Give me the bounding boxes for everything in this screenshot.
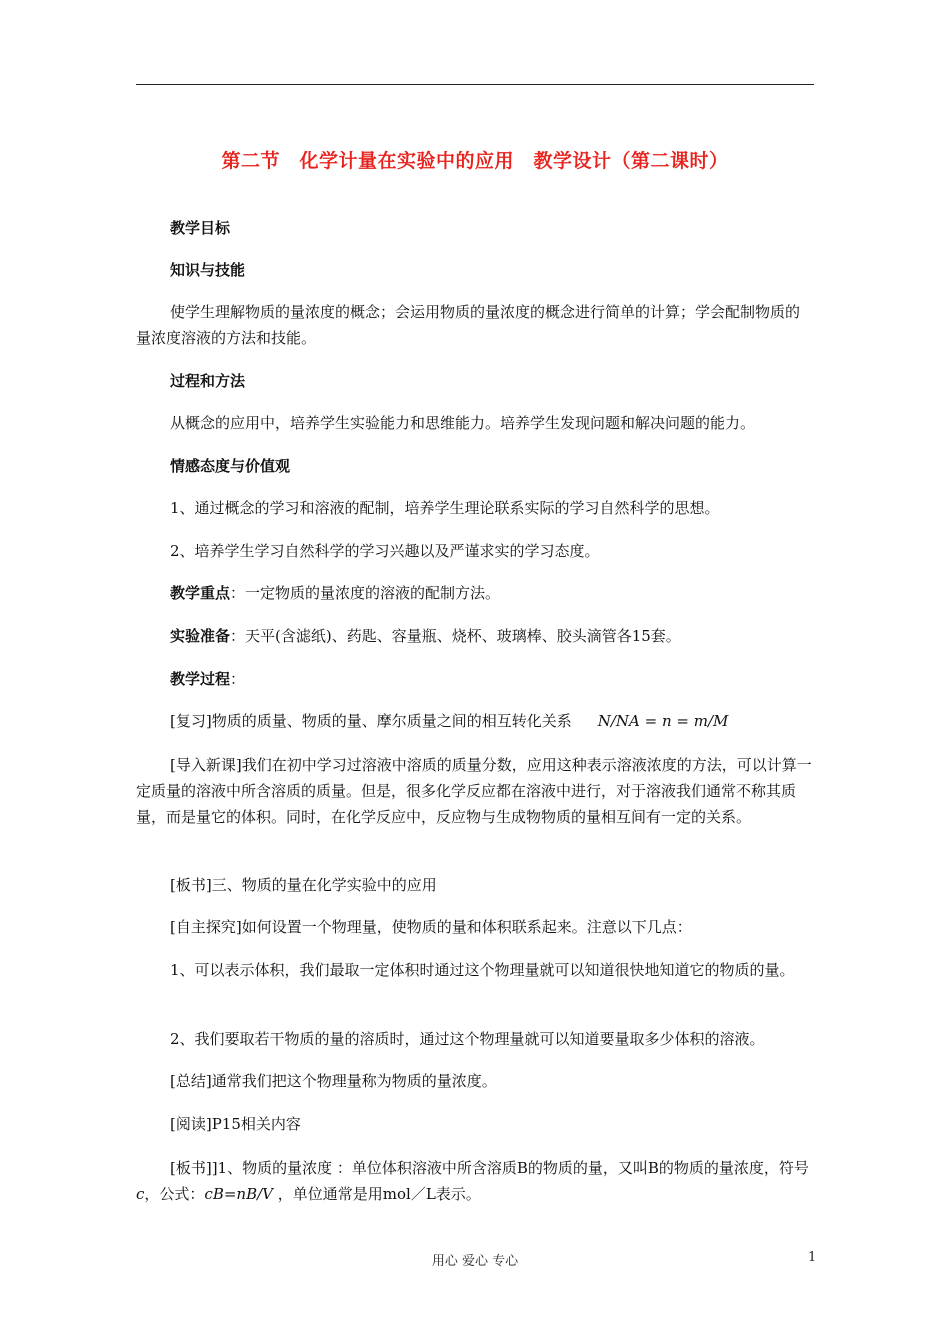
review-formula: N/NA = n = m/M: [597, 712, 729, 730]
paragraph-board-1: [板书]三、物质的量在化学实验中的应用: [170, 876, 437, 894]
board-2-symbol: c: [136, 1185, 145, 1203]
paragraph-key-point: [136, 580, 814, 606]
review-text: [复习]物质的质量、物质的量、摩尔质量之间的相互转化关系: [170, 712, 572, 730]
page-number: 1: [808, 1250, 817, 1265]
procedure-colon: ：: [230, 670, 246, 688]
header-rule: [136, 84, 814, 85]
paragraph-intro: [导入新课]我们在初中学习过溶液中溶质的质量分数，应用这种表示溶液浓度的方法，可以计算一定质量的溶液中所含溶质的质量。但是，很多化学反应都在溶液中进行，对于溶液我们通常不称其质量，而是量它的体积。同时，在化学反应中，反应物与生成物物质的量相互间有一定的关系。: [136, 756, 812, 826]
paragraph-board-2: [136, 1155, 814, 1207]
board-2-main: [板书]]1、物质的量浓度 ：单位体积溶液中所含溶质B的物质的量，又叫B的物质的量浓度，符号: [170, 1159, 809, 1177]
page-title: 第二节 化学计量在实验中的应用 教学设计（第二课时）: [221, 150, 729, 172]
key-point-label: 教学重点: [170, 584, 231, 602]
preparation-label: 实验准备: [170, 627, 231, 645]
preparation-text: ：天平(含滤纸)、药匙、容量瓶、烧杯、玻璃棒、胶头滴管各15套。: [230, 627, 681, 645]
paragraph-explore: [自主探究]如何设置一个物理量，使物质的量和体积联系起来。注意以下几点：: [170, 918, 692, 936]
paragraph-summary: [总结]通常我们把这个物理量称为物质的量浓度。: [170, 1072, 497, 1090]
paragraph-review: [136, 708, 814, 734]
page-footer: 用心 爱心 专心: [431, 1254, 519, 1269]
paragraph-process: 从概念的应用中，培养学生实验能力和思维能力。培养学生发现问题和解决问题的能力。: [170, 414, 756, 432]
board-2-formula: cB=nB/V: [204, 1185, 273, 1203]
board-2-formula-label: ，公式：: [144, 1185, 205, 1203]
heading-emotion: 情感态度与价值观: [170, 457, 291, 475]
heading-knowledge: 知识与技能: [170, 261, 246, 279]
key-point-text: ：一定物质的量浓度的溶液的配制方法。: [230, 584, 501, 602]
paragraph-point-2: 2、我们要取若干物质的量的溶质时，通过这个物理量就可以知道要量取多少体积的溶液。: [170, 1030, 765, 1048]
paragraph-preparation: [136, 623, 814, 649]
paragraph-procedure: [136, 666, 814, 692]
heading-goals: 教学目标: [170, 219, 231, 237]
paragraph-emotion-2: 2、培养学生学习自然科学的学习兴趣以及严谨求实的学习态度。: [170, 542, 600, 560]
heading-process: 过程和方法: [170, 372, 246, 390]
paragraph-read: [阅读]P15相关内容: [170, 1115, 301, 1133]
procedure-label: 教学过程: [170, 670, 231, 688]
paragraph-emotion-1: 1、通过概念的学习和溶液的配制，培养学生理论联系实际的学习自然科学的思想。: [170, 499, 720, 517]
board-2-tail: ，单位通常是用mol／L表示。: [277, 1185, 481, 1203]
paragraph-point-1: 1、可以表示体积，我们最取一定体积时通过这个物理量就可以知道很快地知道它的物质的量。: [170, 961, 795, 979]
paragraph-knowledge: 使学生理解物质的量浓度的概念；会运用物质的量浓度的概念进行简单的计算；学会配制物质的量浓度溶液的方法和技能。: [136, 303, 801, 347]
